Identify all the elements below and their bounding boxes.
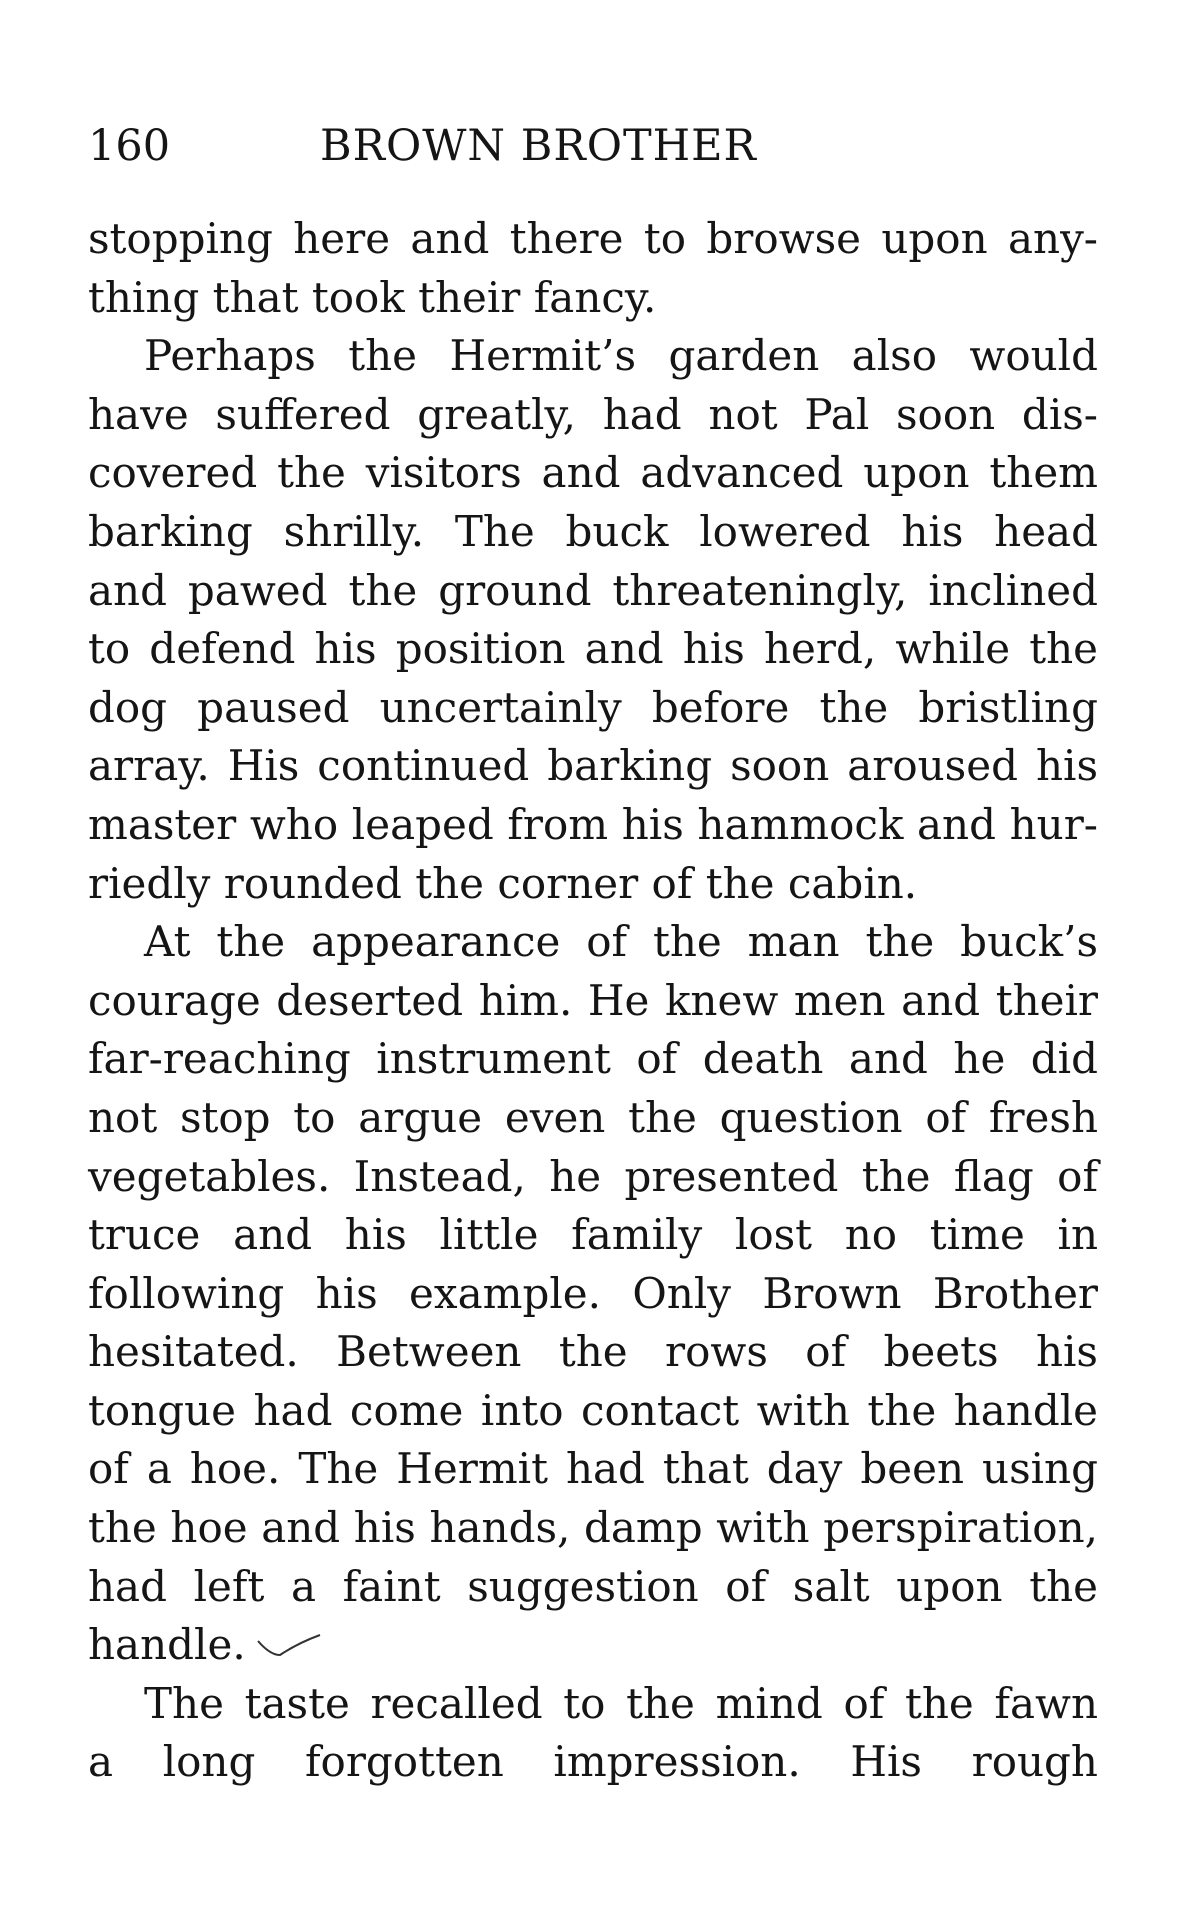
text-line: the hoe and his hands, damp with perspiration,: [88, 1503, 1098, 1553]
text-line: Perhaps the Hermit’s garden also would: [144, 331, 1098, 381]
text-line: The taste recalled to the mind of the fawn: [144, 1678, 1098, 1728]
text-line: not stop to argue even the question of fresh: [88, 1092, 1098, 1142]
text-line: far-reaching instrument of death and he did: [88, 1034, 1098, 1084]
text-line: tongue had come into contact with the handle: [88, 1385, 1098, 1435]
text-line: of a hoe. The Hermit had that day been using: [88, 1444, 1098, 1494]
text-line: had left a faint suggestion of salt upon the: [88, 1561, 1098, 1611]
text-line: dog paused uncertainly before the bristling: [88, 682, 1098, 732]
text-line: barking shrilly. The buck lowered his head: [88, 506, 1098, 556]
text-line: thing that took their fancy.: [88, 272, 657, 322]
text-line: array. His continued barking soon aroused his: [88, 741, 1098, 791]
text-line: hesitated. Between the rows of beets his: [88, 1327, 1098, 1377]
text-line: stopping here and there to browse upon any-: [88, 214, 1098, 263]
running-head: [88, 116, 1098, 176]
body-text: [88, 210, 1098, 1792]
text-line: riedly rounded the corner of the cabin.: [88, 858, 918, 908]
text-line: a long forgotten impression. His rough: [88, 1737, 1098, 1787]
text-line: have suffered greatly, had not Pal soon dis-: [88, 389, 1098, 439]
text-line: covered the visitors and advanced upon them: [88, 448, 1098, 498]
text-line: and pawed the ground threateningly, inclined: [88, 565, 1098, 615]
text-line: master who leaped from his hammock and hur-: [88, 799, 1098, 849]
pencil-checkmark-icon: [254, 1633, 326, 1663]
text-line: handle.: [88, 1620, 246, 1670]
running-title: BROWN BROTHER: [320, 121, 757, 171]
text-line: following his example. Only Brown Brother: [88, 1268, 1098, 1318]
text-line: At the appearance of the man the buck’s: [144, 917, 1098, 967]
page-number: 160: [88, 121, 171, 171]
text-line: vegetables. Instead, he presented the flag of: [88, 1151, 1098, 1201]
text-line: truce and his little family lost no time in: [88, 1210, 1098, 1260]
text-line-with-mark: [88, 1616, 1098, 1675]
text-line: courage deserted him. He knew men and their: [88, 975, 1098, 1025]
text-line: to defend his position and his herd, while the: [88, 624, 1098, 674]
